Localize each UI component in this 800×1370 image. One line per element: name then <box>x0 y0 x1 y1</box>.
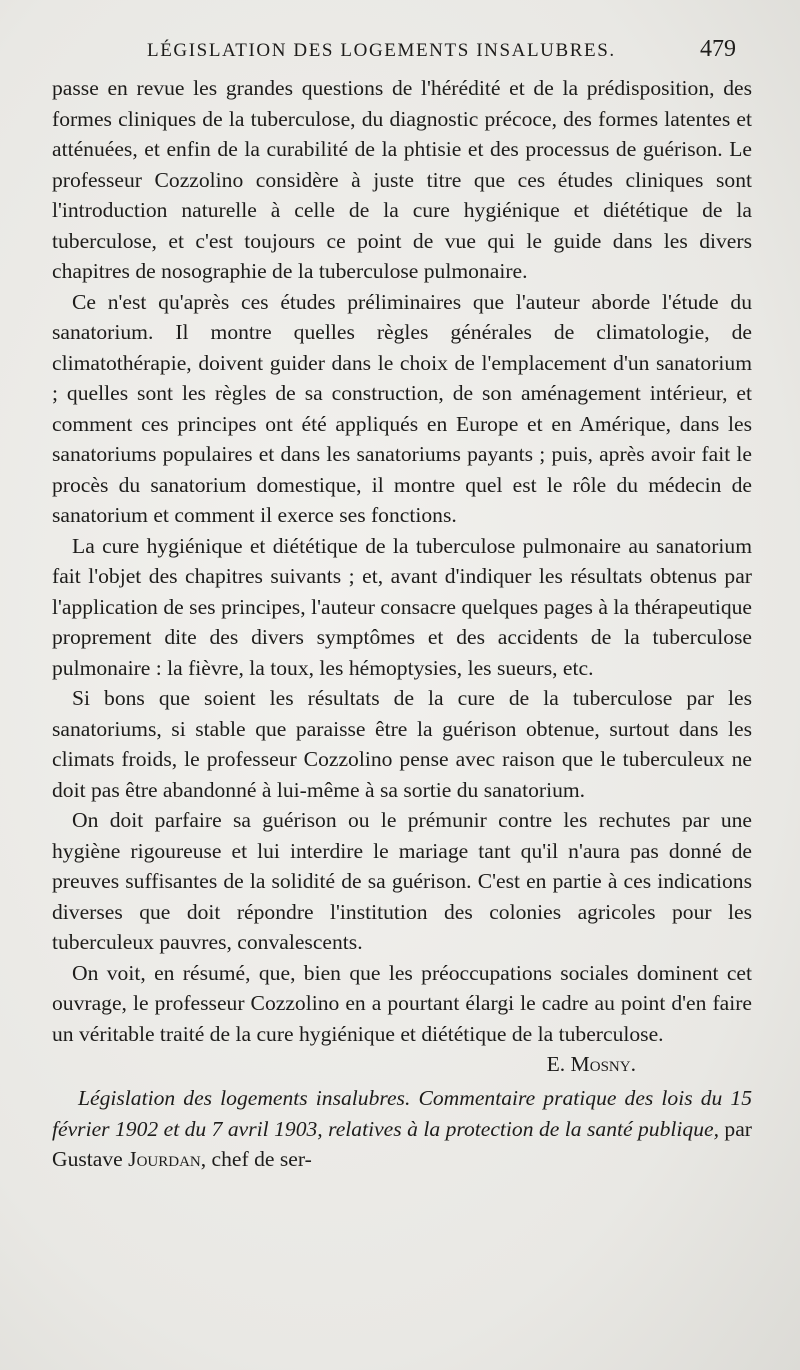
signature: E. Mosny. <box>546 1052 636 1076</box>
running-head <box>147 36 752 63</box>
review-tail: , chef de ser- <box>200 1147 312 1171</box>
paragraph-3: La cure hygiénique et diététique de la tuberculose pulmonaire au sanatorium fait l'objet des chapitres suivants ; et, avant d'indiquer les résultats obtenus par l'application de ses principes, l'auteur consacre quelques pages à la thérapeutique proprement dite des divers symptômes et des accidents de la tuberculose pulmonaire : la fièvre, la toux, les hémoptysies, les sueurs, etc. <box>52 533 752 680</box>
running-title: LÉGISLATION DES LOGEMENTS INSALUBRES. <box>147 40 616 61</box>
paragraph-6-text: On voit, en résumé, que, bien que les préoccupations sociales dominent cet ouvrage, le professeur Cozzolino en a pourtant élargi le cadre au point d'en faire un véritable traité de la cure hygiénique et diététique de la tuberculose. <box>52 960 752 1046</box>
review-author: Jourdan <box>128 1147 201 1171</box>
paragraph-4: Si bons que soient les résultats de la cure de la tuberculose par les sanatoriums, si stable que paraisse être la guérison obtenue, surtout dans les climats froids, le professeur Cozzolino pense avec raison que le tuberculeux ne doit pas être abandonné à lui-même à sa sortie du sanatorium. <box>52 686 752 802</box>
paragraph-2: Ce n'est qu'après ces études préliminaires que l'auteur aborde l'étude du sanatorium. Il montre quelles règles générales de climatologie, de climatothérapie, doivent guider dans le choix de l'emplacement d'un sanatorium ; quelles sont les règles de sa construction, de son aménagement intérieur, et comment ces principes ont été appliqués en Europe et en Amérique, dans les sanatoriums populaires et dans les sanatoriums payants ; puis, après avoir fait le procès du sanatorium domestique, il montre quel est le rôle du médecin de sanatorium et comment il exerce ses fonctions. <box>52 289 752 527</box>
page-number: 479 <box>700 36 736 62</box>
paragraph-6 <box>52 958 752 1076</box>
review-title: Législation des logements insalubres. Commentaire pratique des lois du 15 février 1902 et du 7 avril 1903, relatives à la protection de la santé publique, <box>52 1086 752 1141</box>
body-text <box>52 73 752 1076</box>
review-entry <box>52 1083 752 1175</box>
paragraph-5: On doit parfaire sa guérison ou le prémunir contre les rechutes par une hygiène rigoureuse et lui interdire le mariage tant qu'il n'aura pas donné de preuves suffisantes de la solidité de sa guérison. C'est en partie à ces indications diverses que doit répondre l'institution des colonies agricoles pour les tuberculeux pauvres, convalescents. <box>52 808 752 954</box>
paragraph-1: passe en revue les grandes questions de l'hérédité et de la prédisposition, des formes cliniques de la tuberculose, du diagnostic précoce, des formes latentes et atténuées, et enfin de la curabilité de la phtisie et des processus de guérison. Le professeur Cozzolino considère à juste titre que ces études cliniques sont l'introduction naturelle à celle de la cure hygiénique et diététique de la tuberculose, et c'est toujours ce point de vue qui le guide dans les divers chapitres de nosographie de la tuberculose pulmonaire. <box>52 76 752 283</box>
review-by: par Gustave <box>52 1116 752 1171</box>
